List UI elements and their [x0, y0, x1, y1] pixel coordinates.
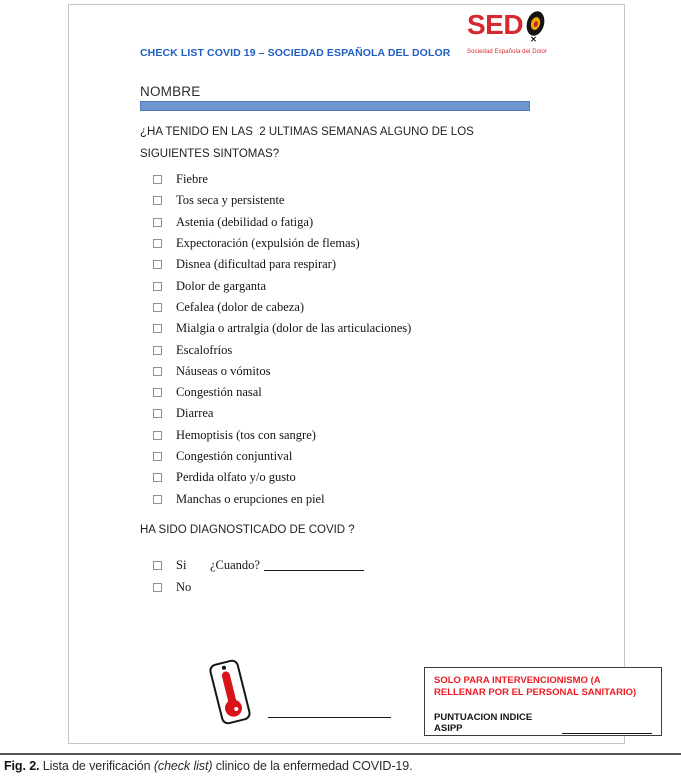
figure-caption-text: Lista de verificación [39, 759, 154, 773]
yes-checkbox[interactable] [153, 561, 162, 570]
symptom-checkbox[interactable] [153, 260, 162, 269]
symptoms-question: ¿HA TENIDO EN LAS 2 ULTIMAS SEMANAS ALGUNO DE LOS SIGUIENTES SINTOMAS? [140, 126, 478, 160]
cuando-blank-field[interactable] [264, 559, 364, 571]
symptom-row [153, 190, 411, 211]
symptom-checkbox[interactable] [153, 473, 162, 482]
no-checkbox[interactable] [153, 583, 162, 592]
symptom-checkbox[interactable] [153, 452, 162, 461]
symptom-checkbox[interactable] [153, 431, 162, 440]
symptom-checkbox[interactable] [153, 346, 162, 355]
symptom-checkbox[interactable] [153, 303, 162, 312]
no-row [153, 576, 364, 598]
symptom-label: Mialgia o artralgia (dolor de las articulaciones) [176, 321, 412, 336]
symptom-row [153, 233, 411, 254]
cuando-label: ¿Cuando? [210, 557, 260, 572]
symptom-label: Astenia (debilidad o fatiga) [176, 214, 314, 229]
yes-row [153, 554, 364, 576]
olive-shape-icon [524, 9, 547, 38]
symptom-row [153, 318, 411, 339]
x-mark-icon: ✕ [530, 35, 537, 44]
symptom-checkbox[interactable] [153, 409, 162, 418]
symptom-label: Escalofríos [176, 342, 233, 357]
sed-logo [467, 10, 597, 55]
symptom-row [153, 488, 411, 509]
symptom-row [153, 212, 411, 233]
intervention-box-title: SOLO PARA INTERVENCIONISMO (A RELLENAR POR EL PERSONAL SANITARIO) [434, 675, 637, 698]
symptom-label: Congestión conjuntival [176, 449, 293, 463]
yes-label: Si [176, 557, 187, 572]
symptom-row [153, 254, 411, 275]
symptom-label: Hemoptisis (tos con sangre) [176, 427, 316, 442]
symptom-row [153, 467, 411, 488]
symptom-checkbox[interactable] [153, 175, 162, 184]
symptom-row [153, 275, 411, 296]
symptom-label: Náuseas o vómitos [176, 363, 271, 378]
symptom-checkbox[interactable] [153, 495, 162, 504]
symptom-checkbox[interactable] [153, 388, 162, 397]
symptom-label: Congestión nasal [176, 385, 262, 400]
symptom-label: Dolor de garganta [176, 278, 267, 293]
symptom-row [153, 361, 411, 382]
sed-logo-tagline: Sociedad Española del Dolor [467, 49, 548, 55]
symptom-label: Manchas o erupciones en piel [176, 491, 325, 506]
temperature-blank-field[interactable] [268, 717, 391, 718]
symptom-checkbox[interactable] [153, 218, 162, 227]
symptom-label: Fiebre [176, 172, 208, 187]
name-input-bar[interactable] [140, 101, 530, 111]
symptom-checklist [153, 169, 411, 510]
sed-olive-icon [524, 10, 550, 48]
diagnosis-question: HA SIDO DIAGNOSTICADO DE COVID ? [140, 524, 355, 536]
sed-logo-text: SED [467, 9, 524, 40]
asipp-score-label: PUNTUACION INDICE ASIPP [434, 712, 533, 734]
thermometer-icon [208, 658, 252, 725]
form-title: CHECK LIST COVID 19 – SOCIEDAD ESPAÑOLA DEL DOLOR [140, 47, 451, 59]
symptom-label: Perdida olfato y/o gusto [176, 470, 296, 485]
symptom-row [153, 446, 411, 467]
diagnosis-options [153, 554, 364, 598]
asipp-blank-field[interactable] [562, 724, 652, 734]
name-label: NOMBRE [140, 84, 201, 99]
symptom-row [153, 403, 411, 424]
symptom-row [153, 382, 411, 403]
symptom-label: Disnea (dificultad para respirar) [176, 257, 336, 272]
symptom-label: Diarrea [176, 406, 214, 421]
document-page [68, 4, 637, 744]
symptom-checkbox[interactable] [153, 282, 162, 291]
figure-caption-italic: (check list) [153, 759, 213, 773]
symptom-checkbox[interactable] [153, 367, 162, 376]
symptom-label: Cefalea (dolor de cabeza) [176, 299, 305, 314]
symptom-row [153, 169, 411, 190]
symptom-row [153, 425, 411, 446]
asipp-score-row [434, 712, 652, 734]
symptom-checkbox[interactable] [153, 239, 162, 248]
sed-logo-row [467, 10, 550, 48]
symptom-checkbox[interactable] [153, 324, 162, 333]
symptom-row [153, 339, 411, 360]
symptom-checkbox[interactable] [153, 196, 162, 205]
intervention-box [424, 667, 662, 736]
symptom-row [153, 297, 411, 318]
no-label: No [176, 579, 192, 594]
symptom-label: Expectoración (expulsión de flemas) [176, 236, 360, 251]
caption-divider [0, 753, 681, 755]
figure-caption-label: Fig. 2. [4, 759, 40, 773]
figure-caption [4, 759, 412, 773]
symptom-label: Tos seca y persistente [176, 193, 285, 208]
figure-caption-rest: clinico de la enfermedad COVID-19. [212, 759, 413, 773]
